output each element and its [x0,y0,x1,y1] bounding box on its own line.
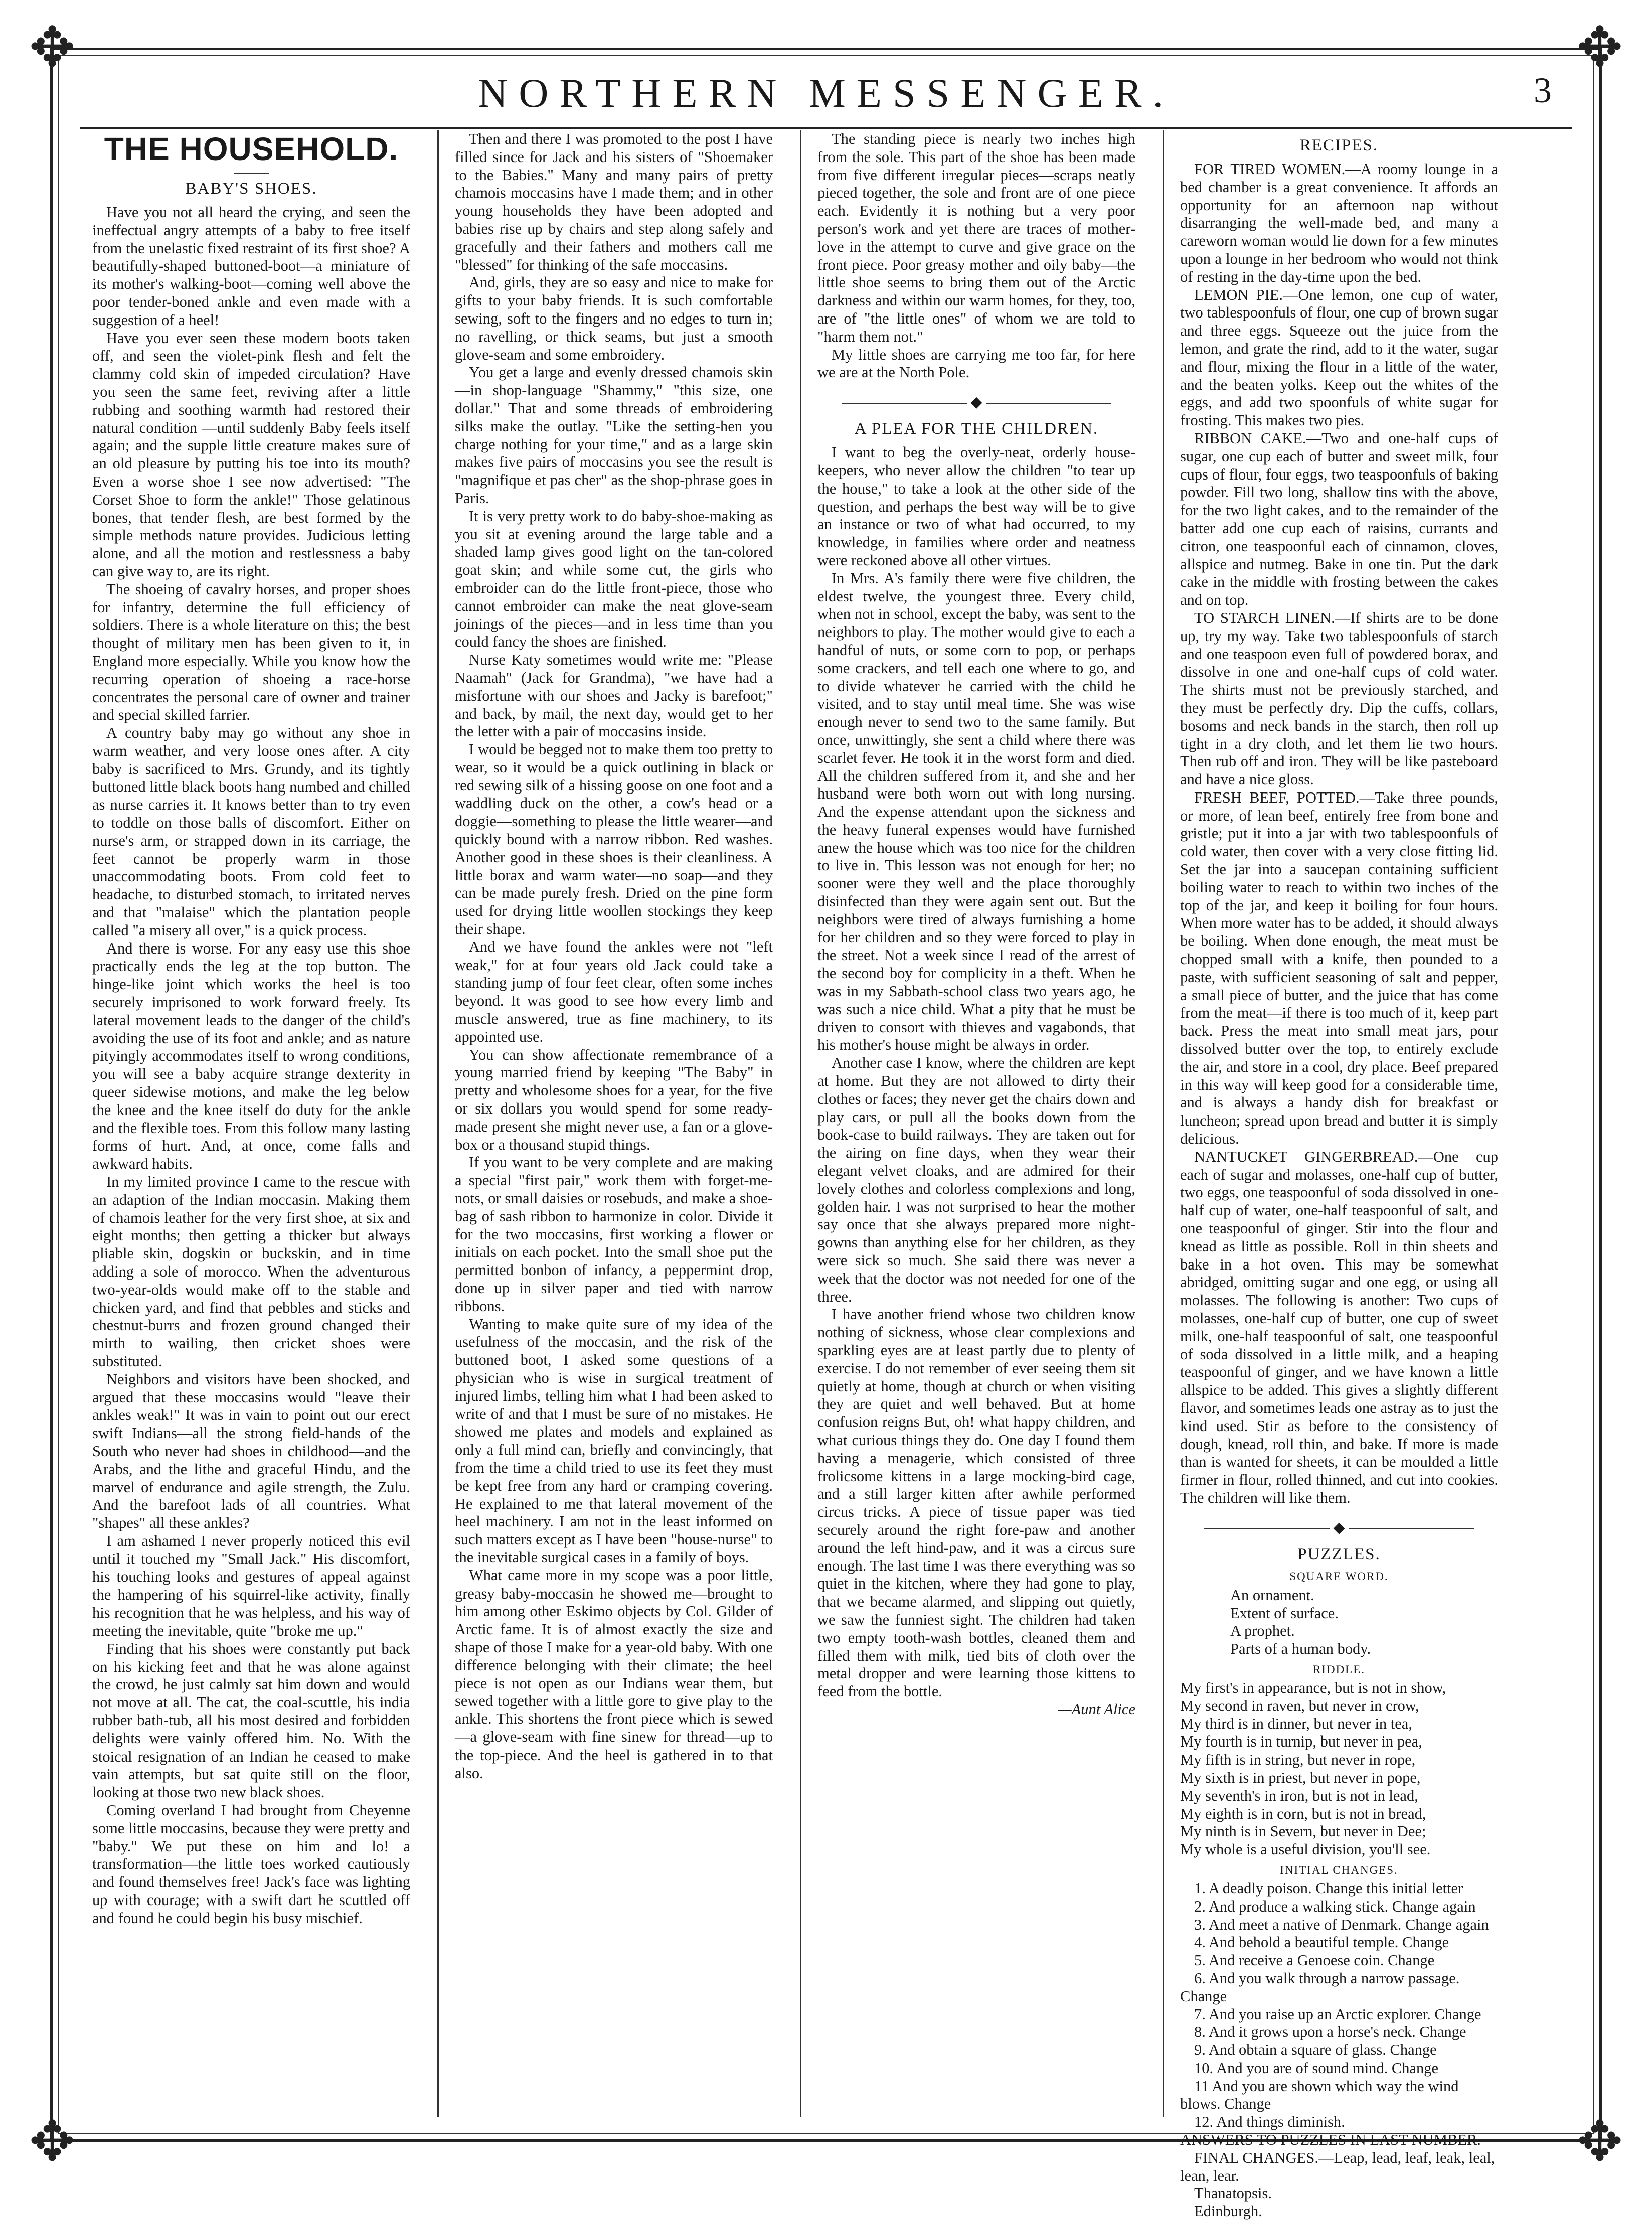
paragraph: If you want to be very complete and are making a special "first pair," work them with forget-me-nots, or small daisies or rosebuds, and make a shoe-bag of sash ribbon to harmonize in color. Divide it for the two moccasins, first working a flower or initials on each pocket. Into the small shoe put the permitted bonbon of infancy, a peppermint drop, done up in silver paper and tied with narrow ribbons. [455,1154,773,1315]
puzzle-line: An ornament. [1230,1586,1314,1604]
masthead [80,63,1572,123]
recipe-paragraph: TO STARCH LINEN.—If shirts are to be done up, try my way. Take two tablespoonfuls of starch and one teaspoon even full of powdered borax, and dissolve in one and one-half cups of cold water. The shirts must not be previously starched, and they must be perfectly dry. Dip the cuffs, collars, bosoms and neck bands in the starch, then roll up tight in a dry cloth, and let them lie two hours. Then rub off and iron. They will be like pasteboard and have a nice gloss. [1180,609,1498,788]
change-line: 6. And you walk through a narrow passage. Change [1180,1969,1460,2005]
paragraph: Finding that his shoes were constantly put back on his kicking feet and that he was alone against the crowd, he just calmly sat him down and would not move at all. The cat, the coal-scuttle, his india rubber bath-tub, all his most desired and forbidden delights were vainly offered him. No. With the stoical resignation of an Indian he ceased to make vain attempts, but sat quite still on the floor, looking at those two new black shoes. [92,1640,410,1801]
change-line: 12. And things diminish. [1194,2113,1345,2131]
section-heading-puzzles: PUZZLES. [1297,1545,1381,1563]
corner-ornament-icon: ✥ [29,17,76,78]
section-heading-recipes: RECIPES. [1299,136,1379,154]
change-line: 7. And you raise up an Arctic explorer. Change [1194,2005,1481,2023]
puzzle-label: INITIAL CHANGES. [1280,1863,1398,1876]
paragraph: Neighbors and visitors have been shocked, and argued that these moccasins would "leave their ankles weak!" It was in vain to point out our erect swift Indians—all the strong field-hands of the South who never had shoes in childhood—and the Arabs, and the lithe and graceful Hindu, and the marvel of endurance and agile strength, the Zulu. And the barefoot lads of all countries. What "shapes" all these ankles? [92,1370,410,1532]
paragraph: And we have found the ankles were not "left weak," for at four years old Jack could take a standing jump of four feet clear, often some inches beyond. It was good to see how every limb and muscle answered, true as fine machinery, to its appointed use. [455,938,773,1045]
change-line: 3. And meet a native of Denmark. Change again [1194,1916,1489,1933]
paragraph: The standing piece is nearly two inches high from the sole. This part of the shoe has been made from five different irregular pieces—scraps neatly pieced together, the sole and front are of one piece each. Evidently it is nothing but a very poor person's work and yet there are traces of mother-love in the attempt to curve and give grace on the front piece. Poor greasy mother and oily baby—the little shoe seems to bring them out of the Arctic darkness and within our warm homes, for they, too, are of "the little ones" of whom we are told to "harm them not." [817,130,1135,345]
riddle-line: My fifth is in string, but never in rope, [1180,1751,1416,1769]
masthead-rule [80,127,1572,129]
paragraph: I want to beg the overly-neat, orderly house-keepers, who never allow the children "to tear up the house," to take a look at the other side of the question, and perhaps the best way will be to give an instance or two of what had occurred, to my knowledge, in families where order and neatness were reckoned above all other virtues. [817,444,1135,569]
puzzle-line: Parts of a human body. [1230,1640,1371,1658]
change-line: 5. And receive a Genoese coin. Change [1194,1952,1435,1969]
paragraph: What came more in my scope was a poor little, greasy baby-moccasin he showed me—brought to him among other Eskimo objects by Col. Gilder of Arctic fame. It is of almost exactly the size and shape of those I make for a year-old baby. With one difference belonging with their climate; the heel piece is not open as our Indians wear them, but sewed together with a little gore to give play to the ankle. This shortens the front piece which is sewed—a glove-seam with fine sinew for thread—up to the top-piece. And the heel is gathered in to that also. [455,1566,773,1782]
section-heading-household: THE HOUSEHOLD. [104,131,399,167]
corner-ornament-icon: ✥ [1576,17,1623,78]
paragraph: Coming overland I had brought from Cheyenne some little moccasins, because they were pretty and "baby." We put these on him and lo! a transformation—the little toes worked cautiously and found themselves free! Jack's face was lighting up with courage; with a swift dart he scuttled off and found he could begin his busy mischief. [92,1801,410,1927]
change-line: 10. And you are of sound mind. Change [1194,2059,1439,2077]
answers-label: ANSWERS TO PUZZLES IN LAST NUMBER. [1180,2131,1481,2149]
recipe-paragraph: LEMON PIE.—One lemon, one cup of water, two tablespoonfuls of flour, one cup of brown sugar and three eggs. Squeeze out the juice from the lemon, and grate the rind, add to it the water, sugar and flour, mixing the flour in a little of the water, and the beaten yolks. Keep out the whites of the eggs, and add two spoonfuls of white sugar for frosting. This makes two pies. [1180,286,1498,429]
paragraph: You can show affectionate remembrance of a young married friend by keeping "The Baby" in pretty and wholesome shoes for a year, for the five or six dollars you would spend for some ready-made present she might never use, a fan or a glove-box or a thousand stupid things. [455,1046,773,1153]
paragraph: Have you not all heard the crying, and seen the ineffectual angry attempts of a baby to free itself from the unelastic fixed restraint of its first shoe? A beautifully-shaped buttoned-boot—a miniature of its mother's walking-boot—coming well above the poor tender-boned ankle and even made with a suggestion of a heel! [92,204,410,329]
paragraph: In my limited province I came to the rescue with an adaption of the Indian moccasin. Making them of chamois leather for the very first shoe, at six and eight months; then getting a thicker but always pliable skin, dogskin or buckskin, and in time adding a sole of morocco. When the adventurous two-year-olds would make off to the stable and chicken yard, and find that pebbles and sticks and chestnut-burrs and frozen ground changed their mirth to wailing, then cricket shoes were substituted. [92,1173,410,1370]
column-1 [85,130,417,2117]
paragraph: A country baby may go without any shoe in warm weather, and very loose ones after. A city baby is sacrificed to Mrs. Grundy, and its tightly buttoned little black boots hang numbed and chilled as nurse carries it. It knows better than to try even to toddle on those balls of discomfort. Either on nurse's arm, or strapped down in its carriage, the feet cannot be properly warm in those unaccommodating boots. From cold feet to headache, to disturbed stomach, to irritated nerves and that "malaise" which the plantation people called "a misery all over," is a quick process. [92,724,410,939]
paragraph: Nurse Katy sometimes would write me: "Please Naamah" (Jack for Grandma), "we have had a misfortune with our shoes and Jacky is barefoot;" and back, by mail, the next day, would get to her the letter with a pair of moccasins inside. [455,651,773,740]
paragraph: I would be begged not to make them too pretty to wear, so it would be a quick outlining in black or red sewing silk of a hissing goose on one foot and a waddling duck on the other, a cow's head or a doggie—something to please the little wearer—and quickly bound with a narrow ribbon. Red washes. Another good in these shoes is their cleanliness. A little borax and warm water—no soap—and they can be made purely fresh. Dried on the pine form used for drying little woollen stockings they keep their shape. [455,741,773,938]
column-2 [448,130,780,2117]
riddle-line: My third is in dinner, but never in tea, [1180,1715,1412,1732]
riddle-line: My second in raven, but never in crow, [1180,1697,1419,1714]
divider [234,173,269,174]
puzzle-label: SQUARE WORD. [1289,1570,1389,1583]
riddle-line: My sixth is in priest, but never in pope, [1180,1769,1421,1786]
puzzle-line: A prophet. [1230,1622,1295,1640]
corner-ornament-icon: ✥ [1576,2111,1623,2172]
riddle-line: My eighth is in corn, but is not in bread, [1180,1805,1426,1822]
paragraph: And there is worse. For any easy use this shoe practically ends the leg at the top button. The hinge-like joint which works the heel is too securely imprisoned to work forward freely. Its lateral movement leads to the danger of the child's avoiding the use of its foot and ankle; and as nature pityingly accommodates itself to wrong conditions, you will see a baby acquire strange dexterity in queer sidewise motions, and make the leg below the knee and the knee itself do duty for the ankle and the flexible toes. From this follow many lasting forms of hurt. And, at once, come falls and awkward habits. [92,939,410,1173]
ornament-divider: ◆ [817,395,1135,410]
puzzle-line: Extent of surface. [1230,1604,1339,1622]
riddle-line: My seventh's in iron, but is not in lead, [1180,1787,1418,1804]
paragraph: I am ashamed I never properly noticed this evil until it touched my "Small Jack." His discomfort, his touching looks and gestures of appeal against the hampering of his squirrel-like activity, finally his recognition that he was helpless, and his way of meeting the inevitable, quite "broke me up." [92,1532,410,1639]
column-rule [1163,130,1164,2117]
paragraph: Wanting to make quite sure of my idea of the usefulness of the moccasin, and the risk of the buttoned boot, I asked some questions of a physician who is wise in surgical treatment of injured limbs, telling him what I had been asked to write of and that I must be sure of no mistakes. He showed me plates and models and explained as only a full mind can, briefly and convincingly, that from the time a child tried to use its feet they must be kept free from any hard or cramping covering. He explained to me that lateral movement of the heel machinery. I am not in the least informed on such matters except as I have been "house-nurse" to the inevitable surgical cases in a family of boys. [455,1315,773,1566]
column-3 [810,130,1142,2117]
change-line: 1. A deadly poison. Change this initial letter [1194,1879,1463,1897]
newspaper-title: NORTHERN MESSENGER. [477,70,1175,116]
paragraph: And, girls, they are so easy and nice to make for gifts to your baby friends. It is such comfortable sewing, soft to the fingers and no edges to turn in; no ravelling, or thick seams, but just a smooth glove-seam and some embroidery. [455,274,773,363]
paragraph: My little shoes are carrying me too far, for here we are at the North Pole. [817,346,1135,381]
paragraph: Another case I know, where the children are kept at home. But they are not allowed to dirty their clothes or faces; they never get the chairs down and play cars, or pull all the books down from the book-case to build railways. They are taken out for the airing on fine days, when they wear their elegant velvet cloaks, and are admired for their lovely clothes and colorless complexions and long, golden hair. I was not surprised to hear the mother say once that she always prepared more night-gowns than anything else for her children, as they were sick so much. She said there was never a week that the doctor was not needed for one of the three. [817,1054,1135,1305]
change-line: 4. And behold a beautiful temple. Change [1194,1934,1449,1951]
page-number: 3 [1534,70,1552,110]
change-line: 2. And produce a walking stick. Change again [1194,1897,1476,1915]
corner-ornament-icon: ✥ [29,2111,76,2172]
change-line: 9. And obtain a square of glass. Change [1194,2041,1437,2059]
change-line: 8. And it grows upon a horse's neck. Change [1194,2023,1466,2041]
riddle-line: My ninth is in Severn, but never in Dee; [1180,1823,1426,1840]
recipe-paragraph: FRESH BEEF, POTTED.—Take three pounds, or more, of lean beef, entirely free from bone and gristle; put it into a jar with two tablespoonfuls of cold water, then cover with a very close fitting lid. Set the jar into a saucepan containing sufficient boiling water to reach to within two inches of the top of the jar, and keep it boiling for four hours. When more water has to be added, it should always be boiling. When done enough, the meat must be chopped small with a knife, then pounded to a paste, with sufficient seasoning of salt and pepper, a small piece of butter, and the juice that has come from the meat—if there is too much of it, keep part back. Press the meat into small meat jars, pour dissolved butter over the top, to entirely exclude the air, and store in a cool, dry place. Beef prepared in this way will keep good for a considerable time, and is always a handy dish for breakfast or luncheon; spread upon bread and butter it is simply delicious. [1180,788,1498,1148]
paragraph: Have you ever seen these modern boots taken off, and seen the violet-pink flesh and felt the clammy cold skin of impeded circulation? Have you seen the same feet, reviving after a little rubbing and soothing warmth had restored their natural condition —until suddenly Baby feels itself again; and the supple little creature makes sure of an old pleasure by putting his toe into its mouth? Even a worse shoe I see now advertised: "The Corset Shoe to form the ankle!" Those gelatinous bones, that tender flesh, are best formed by the simple methods nature provides. Judicious letting alone, and all the motion and restlessness a baby can give way to, are its right. [92,329,410,580]
riddle-line: My whole is a useful division, you'll see. [1180,1841,1431,1858]
recipe-paragraph: RIBBON CAKE.—Two and one-half cups of sugar, one cup each of butter and sweet milk, four cups of flour, four eggs, two teaspoonfuls of baking powder. Fill two long, shallow tins with the above, for the two light cakes, and to the remainder of the batter add one cup each of raisins, currants and citron, one teaspoonful each of cinnamon, cloves, allspice and nutmeg. Bake in one tin. Put the dark cake in the middle with frosting between the cakes and on top. [1180,429,1498,609]
ornament-divider: ◆ [1180,1520,1498,1535]
answer-line: Edinburgh. [1194,2203,1262,2220]
answer-line: Thanatopsis. [1194,2185,1272,2202]
puzzle-label: RIDDLE. [1312,1663,1366,1676]
paragraph: In Mrs. A's family there were five children, the eldest twelve, the youngest three. Every child, when not in school, except the baby, was sent to the neighbors to play. The mother would give to each a handful of nuts, or some corn to pop, or perhaps some crackers, and tell each one where to go, and to divide whatever he carried with the child he visited, and to stay until meal time. She was wise enough never to send two to the same family. But once, unwittingly, she sent a child where there was scarlet fever. He took it in the worst form and died. All the children suffered from it, and she and her husband were both worn out with long nursing. And the expense attendant upon the sickness and the heavy funeral expenses would have furnished anew the house which was too nice for the children to live in. This lesson was not enough for her; no sooner were they well and the place thoroughly disinfected than they were again sent out. But the neighbors were tired of always furnishing a home for her children and so they were forced to play in the street. Not a week since I read of the arrest of the second boy for complicity in a theft. When he was in my Sabbath-school class two years ago, he was such a nice child. What a pity that he must be driven to consort with thieves and vagabonds, that his mother's house might be always in order. [817,569,1135,1054]
column-4 [1173,130,1505,2220]
paragraph: You get a large and evenly dressed chamois skin—in shop-language "Shammy," "this size, one dollar." That and some threads of embroidering silks make the outlay. "Like the setting-hen you charge nothing for your time," and as a large skin makes five pairs of moccasins you see the result is "magnifique et pas cher" as the shop-phrase goes in Paris. [455,364,773,507]
paragraph: Then and there I was promoted to the post I have filled since for Jack and his sisters of "Shoemaker to the Babies." Many and many pairs of pretty chamois moccasins have I made them; and in other young households they have been adopted and babies rise up by chairs and step along safely and gracefully and their fathers and mothers call me "blessed" for thinking of the safe moccasins. [455,130,773,273]
paragraph: I have another friend whose two children know nothing of sickness, whose clear complexions and sparkling eyes are at least partly due to plenty of exercise. I do not remember of ever seeing them sit quietly at home, though at church or when visiting they are quiet and well behaved. But at home confusion reigns But, oh! what happy children, and what curious things they do. One day I found them having a menagerie, which consisted of three frolicsome kittens in a large mocking-bird cage, and a still larger kitten after awhile performed circus tricks. A piece of tissue paper was tied securely around the right fore-paw and another around the left hind-paw, and it was a circus sure enough. The last time I was there everything was so quiet in the kitchen, where they had gone to play, that we became alarmed, and slipping out quietly, we saw the funniest sight. The children had taken two empty tooth-wash bottles, cleaned them and filled them with milk, tied bits of cloth over the metal dropper and were learning those kittens to feed from the bottle. [817,1306,1135,1700]
recipe-paragraph: FOR TIRED WOMEN.—A roomy lounge in a bed chamber is a great convenience. It affords an opportunity for an afternoon nap without disarranging the well-made bed, and many a careworn woman would lie down for a few minutes upon a lounge in her bedroom who would not think of resting in the day-time upon the bed. [1180,161,1498,285]
riddle-line: My fourth is in turnip, but never in pea, [1180,1733,1422,1751]
article-title-babys-shoes: BABY'S SHOES. [185,180,317,198]
paragraph: The shoeing of cavalry horses, and proper shoes for infantry, determine the full efficiency of soldiers. There is a whole literature on this; the best thought of military men has been given to it, in England more especially. While you know how the recurring operation of shoeing a race-horse concentrates the personal care of owner and trainer and special skilled farrier. [92,580,410,724]
column-rule [437,130,439,2117]
signature: —Aunt Alice [1058,1700,1135,1718]
recipe-paragraph: NANTUCKET GINGERBREAD.—One cup each of sugar and molasses, one-half cup of butter, two eggs, one teaspoonful of soda dissolved in one-half cup of water, one-half teaspoonful of salt, and one teaspoonful of ginger. Stir into the flour and knead as little as possible. Roll in thin sheets and bake in a hot oven. This may be somewhat abridged, omitting sugar and one egg, or using all molasses. The following is another: Two cups of molasses, one-half cup of butter, one cup of sweet milk, one-half teaspoonful of salt, one teaspoonful of soda dissolved in a little milk, and a heaping teaspoonful of ginger, and we have known a little allspice to be added. This gives a slightly different flavor, and sometimes leads one astray as to just the kind used. Stir as before to the consistency of dough, knead, roll thin, and bake. If more is made than is wanted for sheets, it can be moulded a little firmer in flour, rolled thinned, and cut into cookies. The children will like them. [1180,1148,1498,1506]
article-title-plea: A PLEA FOR THE CHILDREN. [854,420,1099,438]
riddle-line: My first's in appearance, but is not in show, [1180,1679,1446,1696]
paragraph: It is very pretty work to do baby-shoe-making as you sit at evening around the large table and a shaded lamp gives good light on the tan-colored goat skin; and while some cut, the girls who embroider can do the little front-piece, those who cannot embroider can make the neat glove-seam joinings of the pieces—and in less time than you could fancy the shoes are finished. [455,507,773,651]
answer-line: FINAL CHANGES.—Leap, lead, leaf, leak, leal, lean, lear. [1180,2149,1495,2184]
change-line: 11 And you are shown which way the wind blows. Change [1180,2077,1459,2113]
column-rule [800,130,801,2117]
